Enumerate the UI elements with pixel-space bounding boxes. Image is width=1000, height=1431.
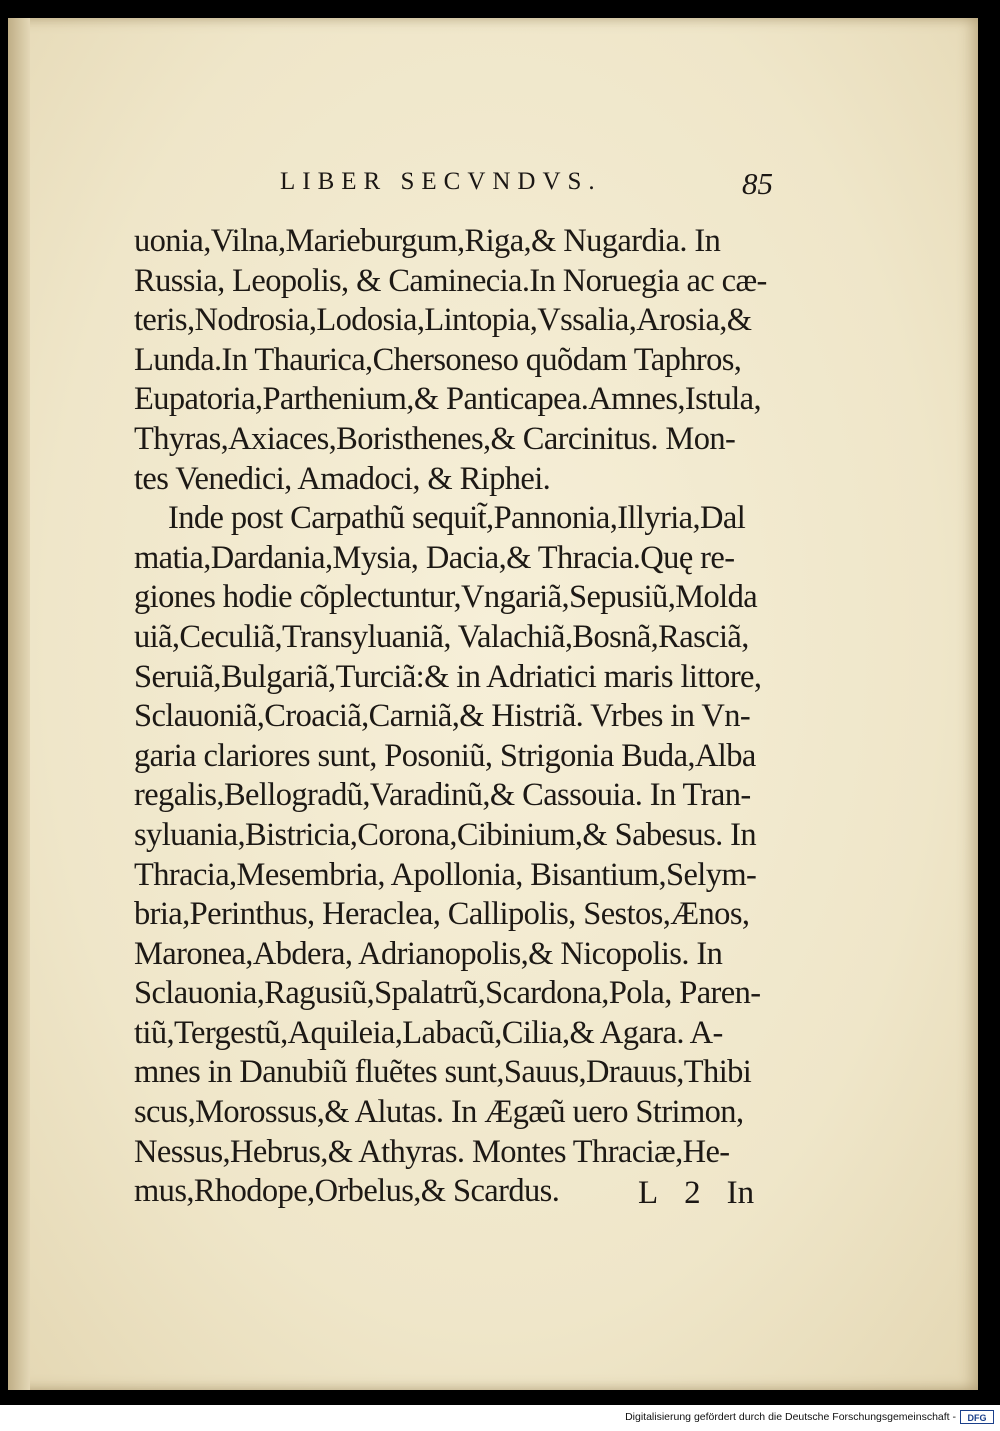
text-line: bria,Perinthus, Heraclea, Callipolis, Sestos,Ænos, — [134, 896, 750, 933]
dfg-logo: DFG — [960, 1410, 994, 1424]
signature-mark: L — [638, 1175, 659, 1211]
text-line: Russia, Leopolis, & Caminecia.In Noruegia ac cæ- — [134, 262, 767, 299]
body-text — [134, 222, 779, 1212]
text-line: giones hodie cõplectuntur,Vngariã,Sepusiũ,Molda — [134, 579, 758, 616]
digitization-footer — [0, 1405, 1000, 1431]
text-line: Maronea,Abdera, Adrianopolis,& Nicopolis. In — [134, 935, 723, 972]
text-line: regalis,Bellogradũ,Varadinũ,& Cassouia. In Tran- — [134, 777, 751, 814]
text-line: tiũ,Tergestũ,Aquileia,Labacũ,Cilia,& Agara. A- — [134, 1014, 723, 1051]
text-line: Lunda.In Thaurica,Chersoneso quõdam Taphros, — [134, 341, 742, 378]
page-binding-edge — [8, 18, 30, 1390]
signature-line — [638, 1175, 754, 1212]
funding-credit: Digitalisierung gefördert durch die Deutsche Forschungsgemeinschaft - — [625, 1411, 956, 1423]
paragraph-first-line: Inde post Carpathũ sequit̃,Pannonia,Illyria,Dal — [168, 500, 746, 537]
text-line: garia clariores sunt, Posoniũ, Strigonia Buda,Alba — [134, 737, 756, 774]
text-line: tes Venedici, Amadoci, & Riphei. — [134, 460, 551, 497]
text-line: Thyras,Axiaces,Boristhenes,& Carcinitus. Mon- — [134, 420, 736, 457]
text-line: mnes in Danubiũ fluẽtes sunt,Sauus,Drauus,Thibi — [134, 1054, 752, 1091]
text-line: Thracia,Mesembria, Apollonia, Bisantium,Selym- — [134, 856, 757, 893]
page-number: 85 — [742, 166, 773, 201]
text-line: teris,Nodrosia,Lodosia,Lintopia,Vssalia,Arosia,& — [134, 302, 752, 339]
catchword: In — [726, 1175, 755, 1211]
running-head: LIBER SECVNDVS. — [280, 168, 602, 195]
signature-number: 2 — [684, 1175, 701, 1211]
text-line: uiã,Ceculiã,Transyluaniã, Valachiã,Bosnã,Rasciã, — [134, 618, 749, 655]
text-line: scus,Morossus,& Alutas. In Ægæũ uero Strimon, — [134, 1094, 744, 1131]
text-line: mus,Rhodope,Orbelus,& Scardus. — [134, 1173, 560, 1210]
text-line: matia,Dardania,Mysia, Dacia,& Thracia.Quę re- — [134, 539, 735, 576]
text-line: syluania,Bistricia,Corona,Cibinium,& Sabesus. In — [134, 816, 757, 853]
text-line: Sclauonia,Ragusiũ,Spalatrũ,Scardona,Pola, Paren- — [134, 975, 761, 1012]
text-line: Eupatoria,Parthenium,& Panticapea.Amnes,Istula, — [134, 381, 762, 418]
text-line: Sclauoniã,Croaciã,Carniã,& Histriã. Vrbes in Vn- — [134, 698, 751, 735]
text-line: Nessus,Hebrus,& Athyras. Montes Thraciæ,He- — [134, 1133, 730, 1170]
text-line: Seruiã,Bulgariã,Turciã:& in Adriatici maris littore, — [134, 658, 762, 695]
text-line: uonia,Vilna,Marieburgum,Riga,& Nugardia. In — [134, 223, 721, 259]
